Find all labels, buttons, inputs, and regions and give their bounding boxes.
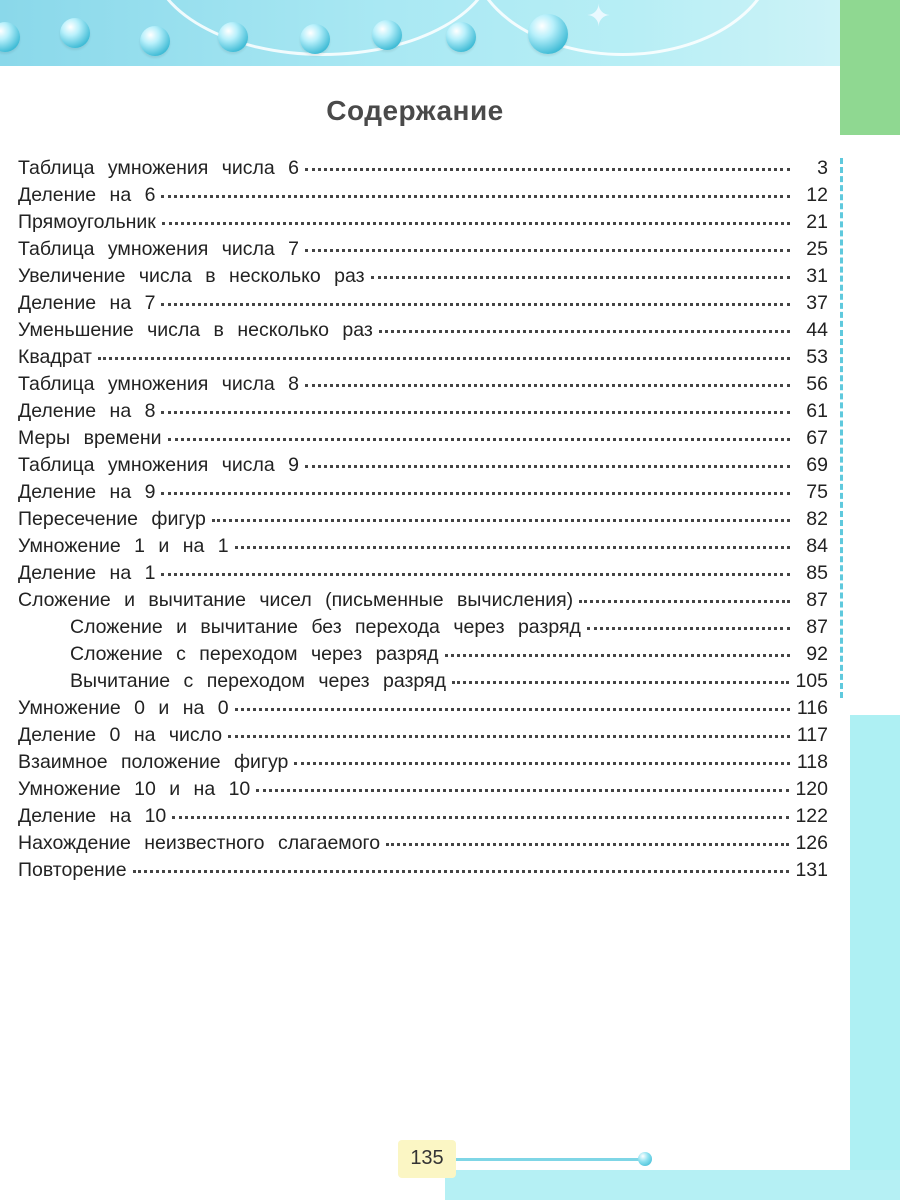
toc-entry <box>18 238 828 265</box>
toc-entry-page: 118 <box>796 751 828 773</box>
toc-entry-title: Квадрат <box>18 346 92 368</box>
toc-entry <box>18 724 828 751</box>
toc-entry <box>18 400 828 427</box>
toc-entry-title: Таблица умножения числа 7 <box>18 238 300 260</box>
toc-entry-page: 82 <box>806 508 828 530</box>
decorative-header-band <box>0 0 840 66</box>
green-accent-block <box>840 0 900 135</box>
toc-entry-title: Сложение и вычитание без перехода через разряд <box>70 616 581 638</box>
toc-entry-page: 69 <box>806 454 828 476</box>
toc-entry-title: Деление 0 на число <box>18 724 223 746</box>
bead-icon <box>300 24 330 54</box>
toc-leader-dots <box>256 789 789 792</box>
toc-entry-page: 126 <box>795 832 828 854</box>
toc-entry-page: 53 <box>806 346 828 368</box>
toc-leader-dots <box>98 357 790 360</box>
toc-entry <box>18 481 828 508</box>
toc-entry <box>18 373 828 400</box>
toc-entry-page: 87 <box>806 589 828 611</box>
toc-entry <box>18 589 828 616</box>
toc-leader-dots <box>445 654 790 657</box>
toc-entry-page: 85 <box>806 562 828 584</box>
toc-entry <box>18 184 828 211</box>
bead-icon <box>0 22 20 52</box>
toc-leader-dots <box>294 762 790 765</box>
toc-entry-page: 117 <box>796 724 828 746</box>
toc-entry-title: Взаимное положение фигур <box>18 751 289 773</box>
toc-entry-title: Таблица умножения числа 6 <box>18 157 300 179</box>
bead-icon <box>528 14 568 54</box>
toc-entry-title: Пересечение фигур <box>18 508 206 530</box>
toc-entry-page: 87 <box>806 616 828 638</box>
toc-leader-dots <box>371 276 790 279</box>
toc-leader-dots <box>172 816 789 819</box>
toc-entry-title: Меры времени <box>18 427 162 449</box>
toc-entry-title: Деление на 8 <box>18 400 156 422</box>
toc-entry <box>18 670 828 697</box>
toc-entry-page: 75 <box>806 481 828 503</box>
toc-entry <box>18 859 828 886</box>
toc-leader-dots <box>305 168 790 171</box>
toc-entry <box>18 643 828 670</box>
cyan-accent-block <box>850 715 900 1200</box>
toc-leader-dots <box>133 870 790 873</box>
toc-entry <box>18 535 828 562</box>
toc-entry-title: Деление на 1 <box>18 562 156 584</box>
toc-entry <box>18 805 828 832</box>
toc-entry-title: Прямоугольник <box>18 211 156 233</box>
bead-icon <box>140 26 170 56</box>
toc-entry-page: 21 <box>806 211 828 233</box>
toc-entry-title: Вычитание с переходом через разряд <box>70 670 446 692</box>
toc-entry-title: Сложение и вычитание чисел (письменные вычисления) <box>18 589 574 611</box>
toc-entry <box>18 211 828 238</box>
toc-leader-dots <box>379 330 790 333</box>
toc-entry <box>18 319 828 346</box>
toc-leader-dots <box>228 735 790 738</box>
toc-leader-dots <box>162 222 790 225</box>
toc-entry <box>18 751 828 778</box>
toc-entry-page: 84 <box>806 535 828 557</box>
toc-leader-dots <box>161 195 790 198</box>
toc-leader-dots <box>235 708 790 711</box>
toc-entry-title: Повторение <box>18 859 127 881</box>
page-number-footer <box>398 1140 658 1170</box>
toc-entry <box>18 157 828 184</box>
toc-entry <box>18 508 828 535</box>
page-number: 135 <box>398 1140 456 1178</box>
toc-entry <box>18 562 828 589</box>
toc-entry-page: 25 <box>806 238 828 260</box>
toc-entry-title: Уменьшение числа в несколько раз <box>18 319 373 341</box>
toc-entry <box>18 778 828 805</box>
toc-entry-title: Нахождение неизвестного слагаемого <box>18 832 381 854</box>
toc-leader-dots <box>168 438 790 441</box>
toc-entry-title: Умножение 0 и на 0 <box>18 697 229 719</box>
decorative-arc <box>470 0 776 56</box>
toc-entry-page: 12 <box>806 184 828 206</box>
bead-icon <box>218 22 248 52</box>
toc-entry-page: 56 <box>806 373 828 395</box>
toc-leader-dots <box>579 600 790 603</box>
toc-leader-dots <box>305 249 790 252</box>
toc-entry-page: 44 <box>806 319 828 341</box>
toc-entry-page: 3 <box>817 157 828 179</box>
toc-entry-title: Умножение 10 и на 10 <box>18 778 251 800</box>
bead-icon <box>372 20 402 50</box>
toc-entry <box>18 265 828 292</box>
toc-entry-page: 31 <box>806 265 828 287</box>
toc-entry <box>18 346 828 373</box>
toc-entry <box>18 454 828 481</box>
toc-leader-dots <box>161 573 790 576</box>
table-of-contents <box>18 157 828 886</box>
toc-entry <box>18 292 828 319</box>
footer-line <box>456 1158 646 1161</box>
toc-entry-page: 122 <box>795 805 828 827</box>
toc-leader-dots <box>386 843 789 846</box>
toc-leader-dots <box>161 411 790 414</box>
toc-entry-title: Умножение 1 и на 1 <box>18 535 229 557</box>
toc-entry-title: Деление на 7 <box>18 292 156 314</box>
toc-entry-page: 131 <box>795 859 828 881</box>
toc-leader-dots <box>305 465 790 468</box>
toc-entry-title: Увеличение числа в несколько раз <box>18 265 365 287</box>
toc-leader-dots <box>161 303 790 306</box>
bottom-accent-band <box>445 1170 900 1200</box>
bead-icon <box>60 18 90 48</box>
toc-leader-dots <box>235 546 790 549</box>
toc-entry-page: 120 <box>795 778 828 800</box>
toc-entry-title: Сложение с переходом через разряд <box>70 643 439 665</box>
footer-bead-icon <box>638 1152 652 1166</box>
toc-entry-title: Таблица умножения числа 9 <box>18 454 300 476</box>
toc-entry-page: 92 <box>806 643 828 665</box>
toc-leader-dots <box>305 384 790 387</box>
toc-leader-dots <box>212 519 790 522</box>
toc-entry <box>18 427 828 454</box>
toc-entry-title: Таблица умножения числа 8 <box>18 373 300 395</box>
toc-leader-dots <box>452 681 789 684</box>
toc-leader-dots <box>161 492 790 495</box>
toc-entry-page: 116 <box>796 697 828 719</box>
toc-entry-title: Деление на 10 <box>18 805 167 827</box>
toc-entry-page: 61 <box>806 400 828 422</box>
toc-entry <box>18 697 828 724</box>
bead-icon <box>446 22 476 52</box>
toc-entry-title: Деление на 9 <box>18 481 156 503</box>
page-title: Содержание <box>326 95 504 126</box>
star-icon: ✦ <box>586 0 612 34</box>
toc-entry <box>18 616 828 643</box>
dashed-margin-line <box>840 158 843 698</box>
toc-entry <box>18 832 828 859</box>
toc-entry-page: 67 <box>806 427 828 449</box>
toc-entry-page: 37 <box>806 292 828 314</box>
toc-entry-title: Деление на 6 <box>18 184 156 206</box>
toc-leader-dots <box>587 627 790 630</box>
toc-entry-page: 105 <box>795 670 828 692</box>
